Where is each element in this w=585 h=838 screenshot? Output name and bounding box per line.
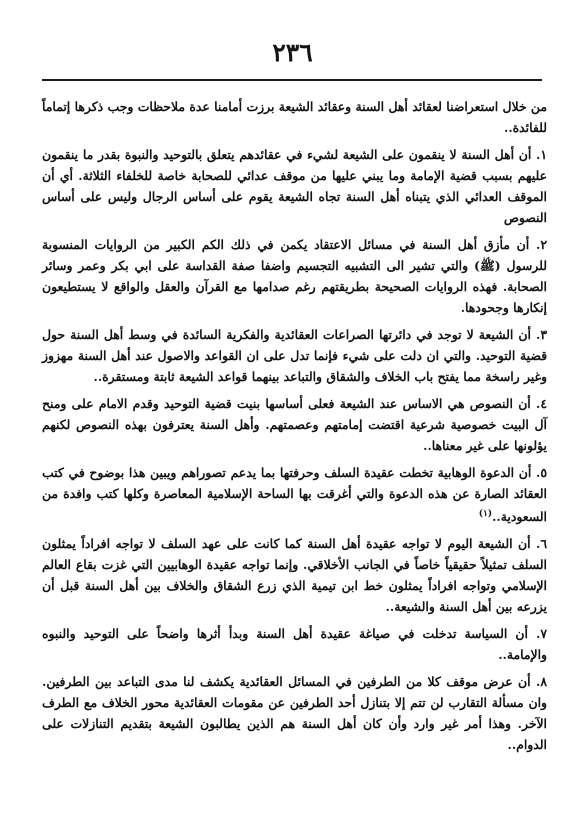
header-rule xyxy=(42,79,542,81)
point-2: ٢. أن مأزق أهل السنة في مسائل الاعتقاد يكمن في ذلك الكم الكبير من الروايات المنسوبة للرسول (ﷺ) والتي تشير الى التشبيه التجسيم واضفا صفة القداسة على ابي بكر وعمر وسائر الصحابة. فهذه الروايات الصحيحة بطريقتهم رغم صدامها مع القرآن والعقل والواقع لا يستطيعون إنكارها وجحودها. xyxy=(42,237,547,315)
body-text xyxy=(42,96,547,761)
point-5-text: ٥. أن الدعوة الوهابية تخطت عقيدة السلف وحرفتها بما يدعم تصوراهم ويبين هذا بوضوح في كتب العقائد الصارة عن هذه الدعوة والتي أغرقت بها الساحة الإسلامية المعاصرة وكلها كتب وافدة من السعودية.. xyxy=(42,465,547,525)
point-3: ٣. أن الشيعة لا توجد في دائرتها الصراعات العقائدية والفكرية السائدة في وسط أهل السنة حول قضية التوحيد. والتي ان دلت على شيء فإنما تدل على ان القواعد والاصول عند أهل السنة مهزوز وغير راسخة مما يفتح باب الخلاف والشقاق والتباعد بينهما قواعد الشيعة ثابتة ومستقرة.. xyxy=(42,327,547,384)
footnote-marker: (١) xyxy=(478,509,493,519)
point-4: ٤. أن النصوص هي الاساس عند الشيعة فعلى أساسها بنيت قضية التوحيد وقدم الامام على ومنح آل البيت خصوصية شرعية اقتضت إمامتهم وعصمتهم. وأهل السنة يعترفون بهذه النصوص لكنهم يؤلونها على غير معناها.. xyxy=(42,396,547,453)
intro-paragraph: من خلال استعراضنا لعقائد أهل السنة وعقائد الشيعة برزت أمامنا عدة ملاحظات وجب ذكرها إتماماً للفائدة.. xyxy=(42,99,547,135)
point-5 xyxy=(42,462,547,527)
point-8: ٨. أن عرض موقف كلا من الطرفين في المسائل العقائدية يكشف لنا مدى التباعد بين الطرفين. وان مسألة التقارب لن تتم إلا بتنازل أحد الطرفين عن مقومات العقائدية محور الخلاف مع الطرف الآخر. وهذا أمر غير وارد وأن كان أهل السنة هم الذين يطالبون الشيعة بتقديم التنازلات على الدوام.. xyxy=(42,674,547,753)
point-7: ٧. أن السياسة تدخلت في صياغة عقيدة أهل السنة وبدأ أثرها واضحاً على التوحيد والنبوه والإمامة.. xyxy=(42,626,547,663)
point-1: ١. أن أهل السنة لا ينقمون على الشيعة لشيء في عقائدهم يتعلق بالتوحيد والنبوة بقدر ما ينقمون عليهم بسبب قضية الإمامة وما يبني عليها من موقف عدائي للصحابة خاصة للخلفاء الثلاثة. أي أن الموقف العدائي الذي يتبناه أهل السنة تجاه الشيعة يقوم على أساس الرجال وليس على أساس النصوص xyxy=(42,147,547,225)
point-6: ٦. أن الشيعة اليوم لا تواجه عقيدة أهل السنة كما كانت على عهد السلف لا تواجه افراداً يمثلون السلف تمثيلاً حقيقياً خاصاً في الجانب الأخلاقي. وإنما تواجه عقيدة الوهابيين التي غزت بقاع العالم الإسلامي وتواجه افراداً يمثلون خط ابن تيمية الذي زرع الشقاق والخلاف بين أهل السنة قبل أن يزرعه بين أهل السنة والشيعة.. xyxy=(42,536,547,615)
page-number: ٢٣٦ xyxy=(272,38,313,67)
